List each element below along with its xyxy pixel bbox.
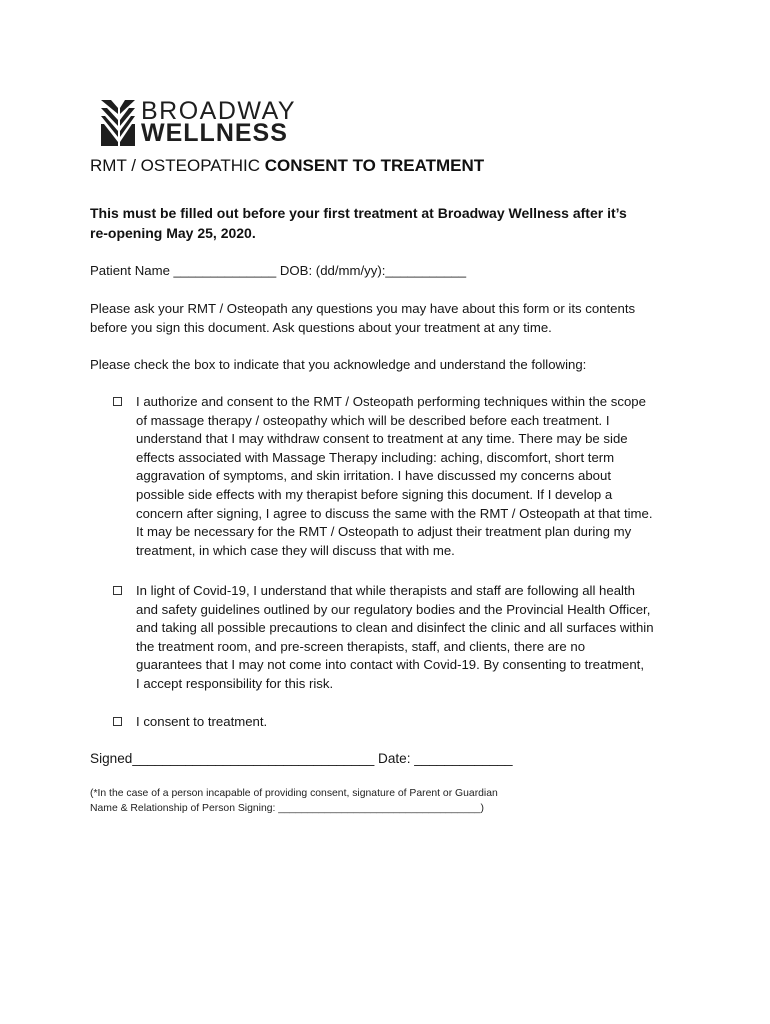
subtitle-line: re-opening May 25, 2020. bbox=[90, 225, 256, 241]
signature-date-line[interactable]: Signed________________________________ Date: _____________ bbox=[90, 751, 513, 766]
consent-line: I authorize and consent to the RMT / Osteopath performing techniques within the scope bbox=[136, 394, 646, 409]
logo-text-wellness: WELLNESS bbox=[141, 119, 288, 147]
consent-line: effects associated with Massage Therapy including: aching, discomfort, short term bbox=[136, 449, 615, 465]
consent-checkbox[interactable] bbox=[113, 717, 122, 726]
logo-text-broadway: BROADWAY bbox=[141, 97, 297, 125]
consent-line: I consent to treatment. bbox=[136, 714, 268, 729]
consent-line: of massage therapy / osteopathy which will be described before each treatment. I bbox=[136, 412, 610, 428]
consent-line: and safety guidelines outlined by our regulatory bodies and the Provincial Health Officer, bbox=[136, 601, 651, 617]
consent-item-text bbox=[136, 393, 684, 560]
company-logo bbox=[101, 98, 301, 148]
form-title-bold: CONSENT TO TREATMENT bbox=[264, 156, 485, 175]
consent-line: guarantees that I may not come into contact with Covid-19. By consenting to treatment, bbox=[136, 657, 644, 673]
subtitle-line: This must be filled out before your first treatment at Broadway Wellness after it’s bbox=[90, 205, 627, 221]
consent-line: and taking all possible precautions to clean and disinfect the clinic and all surfaces within bbox=[136, 620, 654, 636]
consent-line: the treatment room, and pre-screen therapists, staff, and clients, there are no bbox=[136, 638, 586, 654]
consent-checkbox[interactable] bbox=[113, 397, 122, 406]
footnote-line[interactable]: Name & Relationship of Person Signing: ___________________________________) bbox=[90, 803, 485, 814]
footnote-line: (*In the case of a person incapable of providing consent, signature of Parent or Guardian bbox=[90, 788, 498, 799]
consent-item-text bbox=[136, 582, 684, 694]
form-title bbox=[90, 155, 730, 177]
intro-paragraph bbox=[90, 300, 690, 337]
consent-line: It may be necessary for the RMT / Osteopath to adjust their treatment plan during my bbox=[136, 524, 632, 540]
form-subtitle bbox=[90, 203, 700, 243]
consent-line: understand that I may withdraw consent to treatment at any time. There may be side bbox=[136, 431, 628, 447]
form-title-prefix: RMT / OSTEOPATHIC bbox=[90, 156, 265, 175]
leaf-logo-icon bbox=[101, 98, 137, 146]
checkbox-instructions: Please check the box to indicate that you acknowledge and understand the following: bbox=[90, 357, 587, 372]
consent-line: aggravation of symptoms, and skin irritation. I have discussed my concerns about bbox=[136, 468, 611, 484]
consent-line: concern after signing, I agree to discuss the same with the RMT / Osteopath at that time. bbox=[136, 505, 653, 521]
patient-info-line[interactable]: Patient Name ______________ DOB: (dd/mm/yy):___________ bbox=[90, 263, 467, 278]
consent-line: possible side effects with my therapist before signing this document. If I develop a bbox=[136, 486, 613, 502]
consent-item-text bbox=[136, 713, 684, 732]
intro-line: before you sign this document. Ask questions about your treatment at any time. bbox=[90, 319, 552, 335]
consent-checkbox[interactable] bbox=[113, 586, 122, 595]
guardian-footnote bbox=[90, 786, 610, 816]
consent-line: In light of Covid-19, I understand that while therapists and staff are following all health bbox=[136, 583, 635, 598]
consent-line: treatment, in which case they will discuss that with me. bbox=[136, 542, 455, 558]
consent-line: I accept responsibility for this risk. bbox=[136, 675, 334, 691]
intro-line: Please ask your RMT / Osteopath any questions you may have about this form or its contents bbox=[90, 301, 636, 316]
